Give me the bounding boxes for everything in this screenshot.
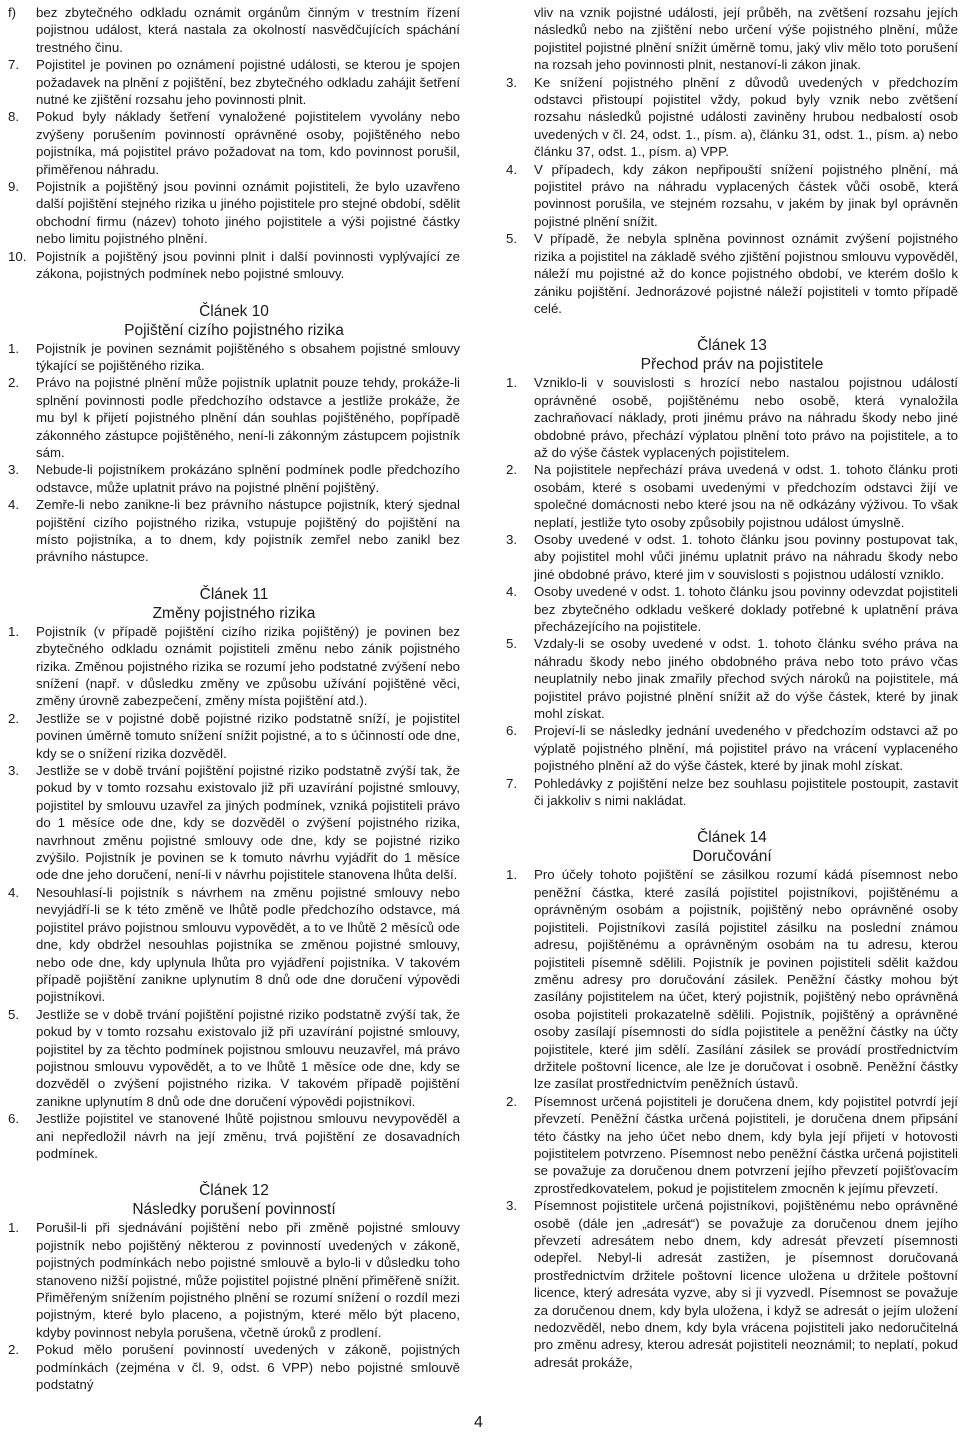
paragraph-number: 7. bbox=[506, 775, 518, 791]
paragraph-text: Písemnost určená pojistiteli je doručena dnem, kdy pojistitel potvrdí její převzetí. Peněžní částka určená pojistiteli, je doručena dnem připsání této částky na jeho účet nebo dnem, kdy byla její přijetí v hotovosti pojistitelem potvrzeno. Písemnost nebo peněžní částka určená pojistiteli se považuje za doručenou dnem potvrzení jejího převzetí pojišťovacím zprostředkovatelem, pokud je pojistitelem zmocněn k jejímu převzetí. bbox=[534, 1093, 958, 1196]
paragraph-text: Osoby uvedené v odst. 1. tohoto článku jsou povinny postupovat tak, aby pojistitel mohl vůči jinému uplatnit právo na náhradu škody nebo jiné obdobné právo, které jim v souvislosti s pojistnou událostí vzniklo. bbox=[534, 531, 958, 582]
article-heading bbox=[506, 828, 958, 866]
article-title: Následky porušení povinností bbox=[132, 1201, 336, 1219]
paragraph-text: Pojistník (v případě pojištění cizího rizika pojištěný) je povinen bez zbytečného odkladu oznámit pojistiteli změnu nebo zánik pojistného rizika. Změnou pojistného rizika se rozumí jeho podstatné zvýšení nebo snížení (např. v důsledku změny ve způsobu užívání pojištěné věci, změny úrovně zabezpečení, změny místa pojištění atd.). bbox=[36, 623, 460, 709]
paragraph-item bbox=[506, 866, 958, 1092]
paragraph-text: Zemře-li nebo zanikne-li bez právního nástupce pojistník, který sjednal pojištění cizího pojistného rizika, vstupuje pojištěný do pojištění na místo pojistníka, a to dnem, kdy pojistník zemřel nebo zanikl bez právního nástupce. bbox=[36, 497, 460, 565]
article-title: Doručování bbox=[692, 848, 772, 866]
paragraph-text: V případech, kdy zákon nepřipouští snížení pojistného plnění, má pojistitel právo na náhradu vyplacených částek vůči osobě, která povinnost porušila, ve stejném rozsahu, v jakém by jinak byl oprávněn pojistné plnění snížit. bbox=[534, 161, 958, 229]
paragraph-item bbox=[8, 4, 460, 56]
paragraph-number: 8. bbox=[8, 109, 20, 125]
paragraph-item bbox=[8, 1219, 460, 1341]
paragraph-text: Pojistník je povinen seznámit pojištěného s obsahem pojistné smlouvy týkající se pojištěného rizika. bbox=[36, 340, 460, 373]
paragraph-number: 3. bbox=[506, 1198, 518, 1214]
paragraph-item bbox=[8, 108, 460, 178]
paragraph-text: Nesouhlasí-li pojistník s návrhem na změnu pojistné smlouvy nebo nevyjádří-li se k této změně ve lhůtě podle předchozího odstavce, má pojistitel právo pojistnou smlouvu vypovědět, a to ve lhůtě 2 měsíců ode dne, kdy obdržel nesouhlas pojistníka se změnou pojistné smlouvy, nebo ode dne, kdy uplynula lhůta pro vyjádření pojistníka. V takovém případě pojištění zanikne uplynutím 8 dnů ode dne doručení výpovědi pojistníkovi. bbox=[36, 884, 460, 1005]
article-number: Článek 10 bbox=[199, 302, 269, 320]
paragraph-number: f) bbox=[8, 5, 17, 20]
paragraph-text: Ke snížení pojistného plnění z důvodů uvedených v předchozím odstavci přistoupí pojistitel vždy, pokud byly vznik nebo zvětšení rozsahu následků pojistné události zaviněny hrubou nedbalostí osob uvedených v čl. 24, odst. 1., písm. a), článku 31, odst. 1., písm. a) nebo článku 37, odst. 1., písm. a) VPP. bbox=[534, 74, 958, 160]
paragraph-number: 2. bbox=[8, 710, 20, 726]
paragraph-number: 2. bbox=[8, 375, 20, 391]
right-column bbox=[506, 4, 958, 1371]
paragraph-text: Jestliže se v době trvání pojištění pojistné riziko podstatně zvýší tak, že pokud by v tomto rozsahu existovalo již při uzavírání pojistné smlouvy, pojistitel by za těchto podmínek pojistnou smlouvu neuzavřel, má právo pojistnou smlouvu vypovědět, a to ve lhůtě 1 měsíce ode dne, kdy se dozvěděl o zvýšení pojistného rizika. V takovém případě pojištění zanikne uplynutím 8 dnů ode dne doručení výpovědi pojistníkovi. bbox=[36, 1006, 460, 1109]
paragraph-number: 3. bbox=[8, 462, 20, 478]
paragraph-text: Pokud byly náklady šetření vynaložené pojistitelem vyvolány nebo zvýšeny porušením povinností oprávněné osoby, pojištěného nebo pojistníka, má pojistitel právo požadovat na tom, kdo povinnost porušil, přiměřenou náhradu. bbox=[36, 109, 460, 177]
paragraph-text: Pojistník a pojištěný jsou povinni plnit i další povinnosti vyplývající ze zákona, pojistných podmínek nebo pojistné smlouvy. bbox=[36, 248, 460, 282]
paragraph-number: 2. bbox=[8, 1342, 20, 1358]
paragraph-item bbox=[506, 74, 958, 161]
paragraph-text: Jestliže pojistitel ve stanovené lhůtě pojistnou smlouvu nevypověděl a ani nepředložil návrh na její změnu, trvá pojištění ze dosavadních podmínek. bbox=[36, 1111, 460, 1161]
paragraph-number: 6. bbox=[8, 1111, 20, 1127]
paragraph-text: Pokud mělo porušení povinností uvedených v zákoně, pojistných podmínkách (zejména v čl. 9, odst. 6 VPP) nebo pojistné smlouvě podstatný bbox=[36, 1342, 460, 1393]
paragraph-number: 4. bbox=[8, 497, 20, 513]
paragraph-item bbox=[8, 710, 460, 762]
paragraph-number: 5. bbox=[506, 231, 518, 247]
paragraph-number: 1. bbox=[8, 623, 20, 639]
paragraph-item bbox=[8, 1110, 460, 1162]
article-title: Změny pojistného rizika bbox=[152, 604, 316, 622]
paragraph-item bbox=[506, 230, 958, 317]
paragraph-text: Právo na pojistné plnění může pojistník uplatnit pouze tehdy, prokáže-li splnění povinnosti podle předchozího odstavce a jestliže prokáže, že mu byl k přijetí pojistného plnění dán souhlas pojištěného, popřípadě zákonného zástupce pojištěného, není-li zákonným zástupcem pojistník sám. bbox=[36, 375, 460, 460]
paragraph-text: Pro účely tohoto pojištění se zásilkou rozumí kádá písemnost nebo peněžní částka, které zasílá pojistitel pojistníkovi, pojištěnému a oprávněným osobám a pojistník, pojištěný nebo oprávněné osoby pojistiteli. Pojistníkovi zasílá pojistitel zásilku na poslední známou adresu, pojištěnému a oprávněným osobám na tu adresu, kterou pojistiteli písemně sdělili. Pojistník je povinen pojistiteli sdělit každou změnu adresy pro doručování zásilek. Peněžní částky mohou být zasílány pojistitelem na účet, který pojistník, pojištěný nebo oprávněná osoba pojistiteli prokazatelně sdělili. Pojistník, pojištěný a oprávněné osoby zasílají písemnosti do sídla pojistitele a peněžní částky na účty pojistitele, které jim sdělí. Zasílání zásilek se provádí prostřednictvím držitele poštovní licence, ale lze je doručovat i osobně. Peněžní částky lze zasílat prostřednictvím peněžních ústavů. bbox=[534, 867, 958, 1092]
paragraph-item bbox=[8, 1341, 460, 1393]
paragraph-text: Osoby uvedené v odst. 1. tohoto článku jsou povinny odevzdat pojistiteli bez zbytečného odkladu veškeré doklady potřebné k uplatnění práva přecházejícího na pojistitele. bbox=[534, 584, 958, 634]
paragraph-item bbox=[8, 884, 460, 1006]
paragraph-item bbox=[506, 1093, 958, 1197]
paragraph-number: 1. bbox=[506, 375, 518, 391]
paragraph-item bbox=[506, 635, 958, 722]
paragraph-number: 10. bbox=[8, 248, 27, 264]
paragraph-item bbox=[506, 4, 958, 74]
paragraph-item bbox=[8, 762, 460, 884]
paragraph-number: 3. bbox=[506, 74, 518, 90]
paragraph-item bbox=[506, 531, 958, 583]
paragraph-item bbox=[506, 775, 958, 810]
paragraph-text: Pojistitel je povinen po oznámení pojistné události, se kterou je spojen požadavek na plnění z pojištění, bez zbytečného odkladu zahájit šetření nutné ke zjištění rozsahu jeho povinnosti plnit. bbox=[36, 57, 460, 108]
left-column bbox=[8, 4, 460, 1393]
paragraph-item bbox=[506, 374, 958, 461]
paragraph-text: Porušil-li při sjednávání pojištění nebo při změně pojistné smlouvy pojistník nebo pojištěný některou z povinností uvedených v zákoně, pojistných podmínkách nebo pojistné smlouvě a bylo-li v důsledku toho stanoveno nižší pojistné, může pojistitel pojistné plnění přiměřeně snížit. Přiměřeným snížením pojistného plnění se rozumí snížení o rozdíl mezi pojistným, které bylo placeno, a pojistným, které mělo být placeno, kdyby povinnost nebyla porušena, včetně úroků z prodlení. bbox=[36, 1220, 460, 1340]
paragraph-item bbox=[8, 496, 460, 566]
paragraph-number: 7. bbox=[8, 57, 20, 73]
paragraph-number: 4. bbox=[506, 161, 518, 177]
paragraph-text: Jestliže se v době trvání pojištění pojistné riziko podstatně zvýší tak, že pokud by v tomto rozsahu existovalo již při uzavírání pojistné smlouvy, pojistitel by smlouvu uzavřel za jiných podmínek, vzniká pojistiteli právo do 1 měsíce ode dne, kdy se dozvěděl o zvýšení pojistného rizika, navrhnout změnu pojistné smlouvy ode dne, kdy se pojistné riziko zvýšilo. Pojistník je povinen se k tomuto návrhu vyjádřit do 1 měsíce ode dne jeho doručení, není-li v návrhu pojistitele stanovena lhůta delší. bbox=[36, 763, 460, 883]
paragraph-text: Jestliže se v pojistné době pojistné riziko podstatně sníží, je pojistitel povinen úměrně tomuto snížení snížit pojistné, a to s účinností ode dne, kdy se o snížení rizika dozvěděl. bbox=[36, 710, 460, 761]
paragraph-text: Vzniklo-li v souvislosti s hrozící nebo nastalou pojistnou událostí oprávněné osobě, pojištěnému nebo osobě, která vynaložila zachraňovací náklady, proti jinému právo na náhradu škody nebo jiné obdobné právo, přechází výplatou plnění toto právo na pojistitele, a to až do výše částek vyplacených pojistitelem. bbox=[534, 375, 958, 460]
paragraph-number: 5. bbox=[506, 636, 518, 652]
paragraph-item bbox=[506, 161, 958, 231]
paragraph-item bbox=[506, 583, 958, 635]
paragraph-text: Nebude-li pojistníkem prokázáno splnění podmínek podle předchozího odstavce, může uplatnit právo na pojistné plnění pojištěný. bbox=[36, 462, 460, 495]
paragraph-item bbox=[8, 248, 460, 283]
page-number: 4 bbox=[474, 1414, 483, 1431]
article-heading bbox=[8, 302, 460, 340]
paragraph-text: Pohledávky z pojištění nelze bez souhlasu pojistitele postoupit, zastavit či jakkoliv s nimi nakládat. bbox=[534, 775, 958, 809]
paragraph-number bbox=[506, 4, 534, 74]
paragraph-text: Pojistník a pojištěný jsou povinni oznámit pojistiteli, že bylo uzavřeno další pojištění stejného rizika u jiného pojistitele pro stejné období, sdělit obchodní firmu (název) tohoto jiného pojistitele a výši pojistné částky nebo limitu pojistného plnění. bbox=[36, 179, 460, 247]
paragraph-item bbox=[8, 178, 460, 248]
paragraph-number: 1. bbox=[8, 340, 20, 356]
paragraph-number: 2. bbox=[506, 1093, 518, 1109]
paragraph-number: 1. bbox=[506, 867, 518, 883]
paragraph-number: 3. bbox=[506, 531, 518, 547]
article-title: Přechod práv na pojistitele bbox=[640, 356, 824, 374]
article-number: Článek 14 bbox=[697, 829, 767, 847]
article-heading bbox=[8, 1181, 460, 1219]
paragraph-item bbox=[506, 1197, 958, 1371]
paragraph-text: Vzdaly-li se osoby uvedené v odst. 1. tohoto článku svého práva na náhradu škody nebo jiného obdobného práva nebo toto právo včas neuplatnily nebo jinak zmařily přechod svých nároků na pojistitele, má pojistitel právo pojistné plnění snížit až do výše částek, které by jinak mohl získat. bbox=[534, 636, 958, 722]
paragraph-number: 5. bbox=[8, 1006, 20, 1022]
paragraph-item bbox=[506, 461, 958, 531]
paragraph-item bbox=[8, 56, 460, 108]
article-number: Článek 12 bbox=[199, 1182, 269, 1200]
paragraph-text: Projeví-li se následky jednání uvedeného v předchozím odstavci až po výplatě pojistného plnění, má pojistitel právo na vrácení vyplaceného pojistného plnění až do výše částek, které by jinak mohl získat. bbox=[534, 723, 958, 774]
paragraph-number: 4. bbox=[506, 584, 518, 600]
paragraph-text: Na pojistitele nepřechází práva uvedená v odst. 1. tohoto článku proti osobám, které s osobami uvedenými v předchozím odstavci žijí ve společné domácnosti nebo které jsou na ně odkázány výživou. To však neplatí, jestliže tyto osoby způsobily pojistnou událost úmyslně. bbox=[534, 462, 958, 530]
paragraph-number: 2. bbox=[506, 462, 518, 478]
paragraph-item bbox=[8, 461, 460, 496]
paragraph-number: 6. bbox=[506, 723, 518, 739]
paragraph-item bbox=[8, 1006, 460, 1110]
paragraph-number: 9. bbox=[8, 179, 20, 195]
paragraph-item bbox=[8, 623, 460, 710]
article-heading bbox=[8, 585, 460, 623]
article-heading bbox=[506, 336, 958, 374]
paragraph-item bbox=[506, 722, 958, 774]
article-number: Článek 13 bbox=[697, 337, 767, 355]
paragraph-text: vliv na vznik pojistné události, její průběh, na zvětšení rozsahu jejích následků nebo na zjištění nebo určení výše pojistného plnění, může pojistitel pojistné plnění snížit úměrně tomu, jaký vliv mělo toto porušení na rozsah jeho povinnosti plnit, nestanoví-li zákon jinak. bbox=[534, 5, 958, 73]
article-title: Pojištění cizího pojistného rizika bbox=[124, 321, 344, 339]
paragraph-text: V případě, že nebyla splněna povinnost oznámit zvýšení pojistného rizika a pojistitel na základě svého zjištění pojistnou smlouvu vypověděl, náleží mu pojistné až do konce pojistného období, ve kterém došlo k zániku pojištění. Jednorázové pojistné náleží pojistiteli v tomto případě celé. bbox=[534, 231, 958, 316]
paragraph-number: 3. bbox=[8, 763, 20, 779]
article-number: Článek 11 bbox=[199, 585, 269, 603]
paragraph-number: 1. bbox=[8, 1220, 20, 1236]
paragraph-item bbox=[8, 374, 460, 461]
paragraph-number: 4. bbox=[8, 884, 20, 900]
paragraph-item bbox=[8, 340, 460, 375]
paragraph-text: bez zbytečného odkladu oznámit orgánům činným v trestním řízení pojistnou událost, která nastala za okolností nasvědčujících spáchání trestného činu. bbox=[36, 5, 460, 55]
paragraph-text: Písemnost pojistitele určená pojistníkovi, pojištěnému nebo oprávněné osobě (dále jen „adresát“) se považuje za doručenou dnem jejího převzetí adresátem nebo dnem, kdy adresát převzetí písemnosti odepřel. Nebyl-li adresát zastižen, je písemnost doručovaná prostřednictvím držitele poštovní licence uložena u držitele poštovní licence, který adresáta vyzve, aby si ji vyzvedl. Písemnost se považuje za doručenou dnem, kdy byla uložena, i když se adresát o jejím uložení nedozvěděl, nebo dnem, kdy byla vrácena pojistiteli jako nedoručitelná pro změnu adresy, kterou adresát pojistiteli neoznámil; to neplatí, pokud adresát prokáže, bbox=[534, 1198, 958, 1370]
